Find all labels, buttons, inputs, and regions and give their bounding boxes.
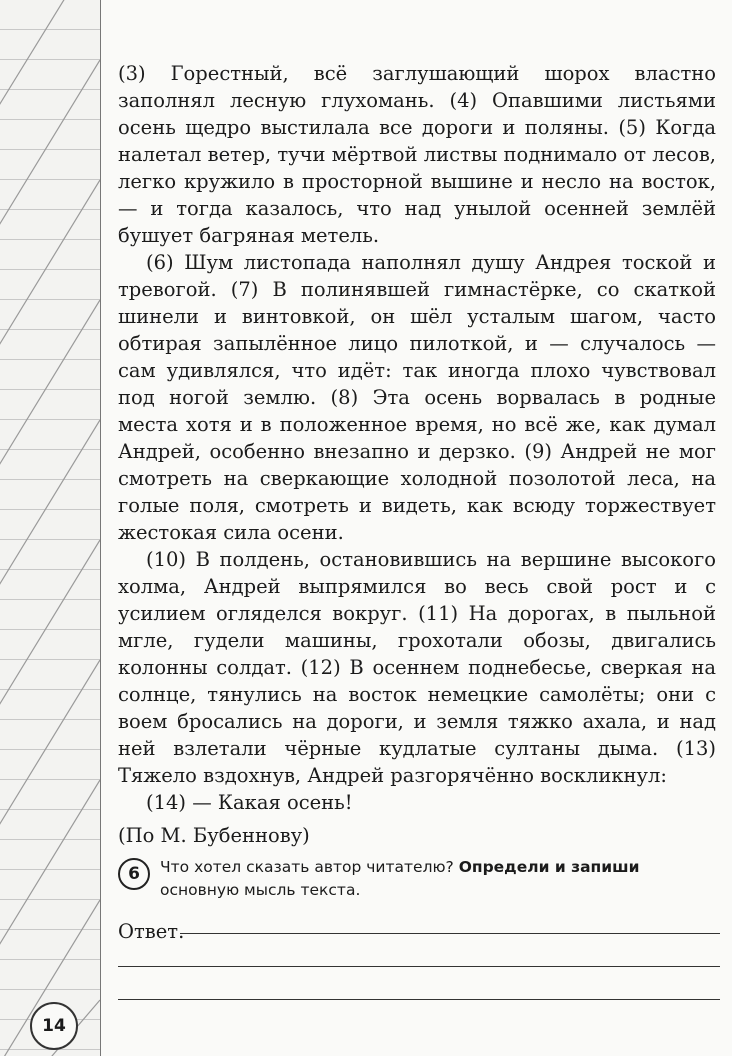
task-question-end: основную мысль текста.: [160, 881, 361, 899]
margin-diagonal-lines: [0, 0, 100, 1056]
task-6: [118, 856, 718, 902]
task-instruction: Определи и запиши: [458, 858, 640, 876]
answer-label: Ответ.: [118, 920, 185, 943]
task-number-badge: 6: [118, 858, 150, 890]
task-question: Что хотел сказать автор читателю?: [160, 858, 459, 876]
paragraph-2: (6) Шум листопада наполнял душу Андрея тоской и тревогой. (7) В полинявшей гимнастёрке, со скаткой шинели и винтовкой, он шёл усталым шагом, часто обтирая запылённое лицо пилоткой, и — случалось — сам удивлялся, что идёт: так иногда плохо чувствовал под ногой землю. (8) Эта осень ворвалась в родные места хотя и в положенное время, но всё же, как думал Андрей, особенно внезапно и дерзко. (9) Андрей не мог смотреть на сверкающие холодной позолотой леса, на голые поля, смотреть и видеть, как всюду торжествует жестокая сила осени.: [118, 251, 716, 544]
task-prompt: [160, 856, 718, 902]
story-text: [118, 60, 716, 849]
answer-line-3[interactable]: [118, 999, 720, 1000]
answer-line-2[interactable]: [118, 966, 720, 967]
paragraph-1: (3) Горестный, всё заглушающий шорох властно заполнял лесную глухомань. (4) Опавшими листьями осень щедро выстилала все дороги и поляны. (5) Когда налетал ветер, тучи мёртвой листвы поднимало от лесов, легко кружило в просторной вышине и несло на восток, — и тогда казалось, что над унылой осенней землёй бушует багряная метель.: [118, 62, 716, 247]
answer-line-1[interactable]: [180, 933, 720, 934]
page-number: 14: [30, 1002, 78, 1050]
source-attribution: (По М. Бубеннову): [118, 824, 310, 847]
paragraph-3: (10) В полдень, остановившись на вершине высокого холма, Андрей выпрямился во весь свой рост и с усилием огляделся вокруг. (11) На дорогах, в пыльной мгле, гудели машины, грохотали обозы, двигались колонны солдат. (12) В осеннем поднебесье, сверкая на солнце, тянулись на восток немецкие самолёты; они с воем бросались на дороги, и земля тяжко ахала, и над ней взлетали чёрные кудлатые султаны дыма. (13) Тяжело вздохнув, Андрей разгорячённо воскликнул:: [118, 548, 716, 787]
paragraph-4: (14) — Какая осень!: [146, 791, 353, 814]
page-margin: [0, 0, 101, 1056]
